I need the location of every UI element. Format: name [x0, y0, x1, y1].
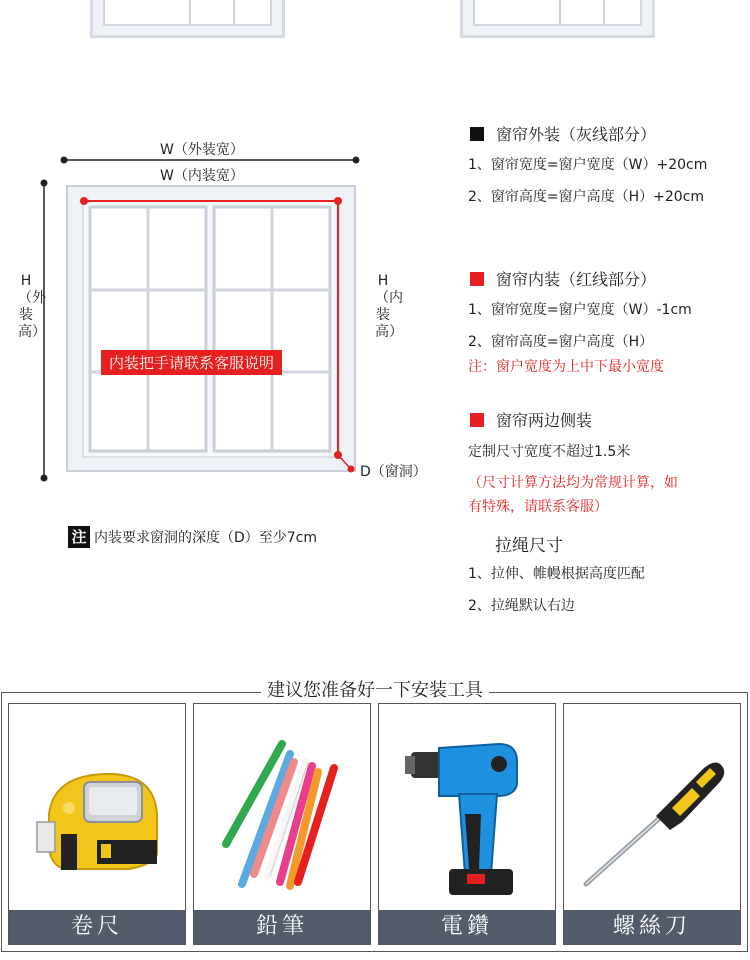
inner-install-title: 窗帘内装（红线部分） [470, 267, 656, 290]
tape-measure-icon [9, 704, 186, 914]
window-hole-label: D（窗洞） [360, 464, 427, 480]
outer-width-rule: 1、窗帘宽度=窗户宽度（W）+20cm [468, 157, 708, 173]
note-badge: 注 [68, 526, 90, 548]
outer-height-label: H（外装高） [18, 273, 46, 340]
cord-rule-1: 1、拉伸、帷幔根据高度匹配 [468, 566, 645, 582]
outer-height-rule: 2、窗帘高度=窗户高度（H）+20cm [468, 189, 705, 205]
drill-icon [379, 704, 556, 914]
inner-height-label: H（内装高） [375, 273, 403, 340]
tool-label-tape-measure: 卷尺 [9, 910, 185, 944]
red-square-icon [470, 413, 484, 427]
inner-width-note: 注：窗户宽度为上中下最小宽度 [468, 359, 664, 375]
tool-label-screwdriver: 螺絲刀 [564, 910, 740, 944]
black-square-icon [470, 127, 484, 141]
tool-card-tape-measure [8, 703, 186, 945]
screwdriver-icon [564, 704, 741, 914]
tool-card-screwdriver [563, 703, 741, 945]
side-install-title: 窗帘两边侧装 [470, 408, 592, 431]
depth-note-text: 内装要求窗洞的深度（D）至少7cm [94, 530, 318, 546]
cord-rule-2: 2、拉绳默认右边 [468, 598, 575, 614]
cord-size-title: 拉绳尺寸 [495, 536, 563, 556]
side-install-note-1: （尺寸计算方法均为常规计算，如 [468, 475, 678, 491]
window-fragment-right [460, 0, 655, 38]
tool-label-pencils: 鉛筆 [194, 910, 370, 944]
pencils-icon [194, 704, 371, 914]
side-install-rule: 定制尺寸宽度不超过1.5米 [468, 444, 631, 460]
outer-install-title: 窗帘外装（灰线部分） [470, 122, 656, 145]
depth-note [68, 526, 317, 548]
tool-label-drill: 電鑽 [379, 910, 555, 944]
inner-width-rule: 1、窗帘宽度=窗户宽度（W）-1cm [468, 302, 692, 318]
red-square-icon [470, 272, 484, 286]
side-install-note-2: 有特殊，请联系客服） [468, 499, 608, 515]
tool-card-pencils [193, 703, 371, 945]
tools-title: 建议您准备好一下安装工具 [0, 676, 750, 702]
inner-height-rule: 2、窗帘高度=窗户高度（H） [468, 334, 654, 350]
inner-width-label: W（内装宽） [160, 168, 244, 184]
outer-width-label: W（外装宽） [160, 142, 244, 158]
tool-card-drill [378, 703, 556, 945]
handle-note-banner: 内装把手请联系客服说明 [101, 350, 282, 375]
